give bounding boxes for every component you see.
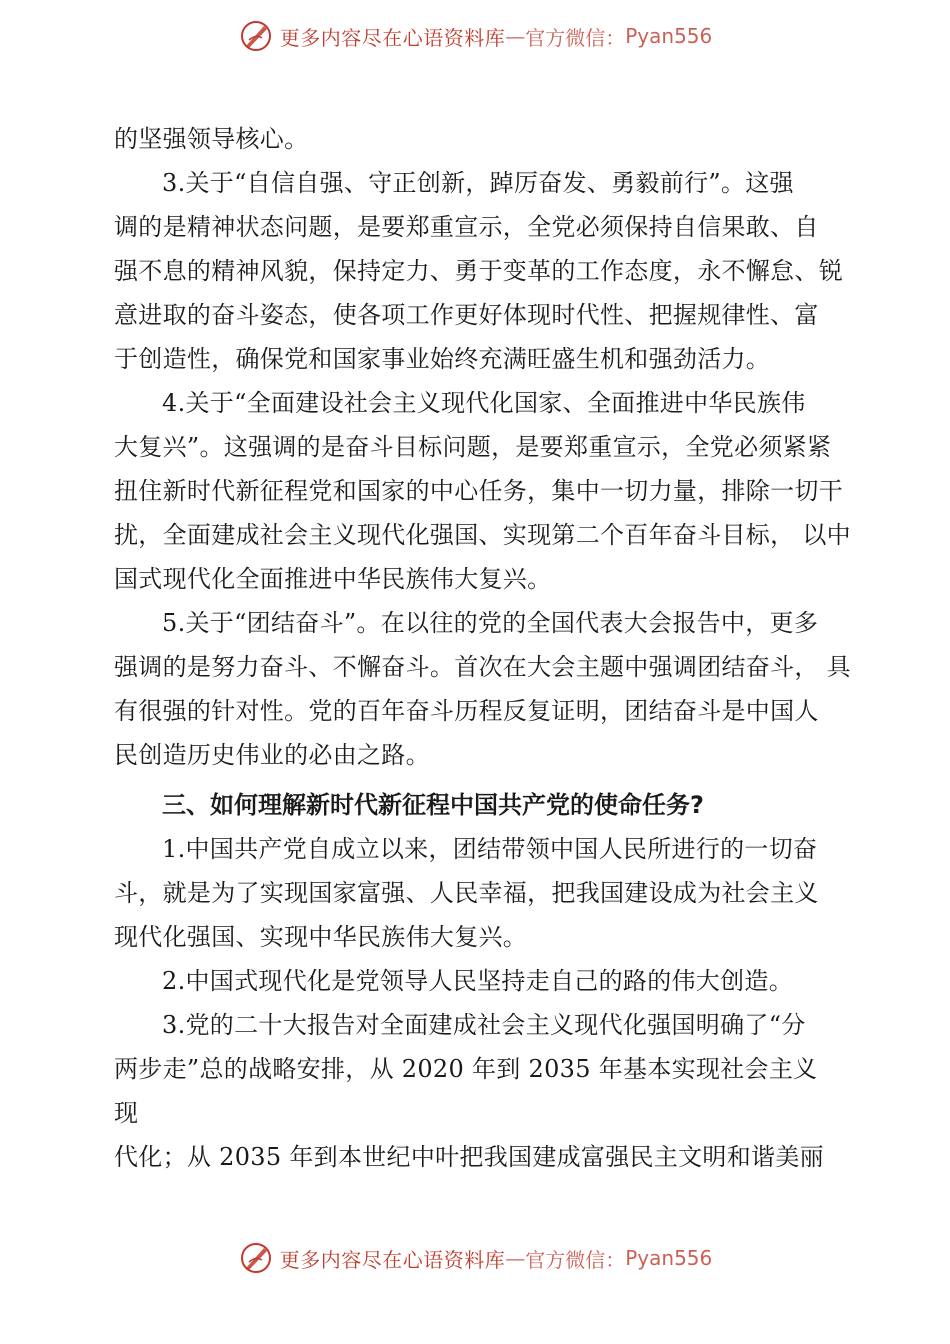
text-line: 代化；从 2035 年到本世纪中叶把我国建成富强民主文明和谐美丽 bbox=[114, 1143, 824, 1171]
text-line: 意进取的奋斗姿态，使各项工作更好体现时代性、把握规律性、富 bbox=[114, 301, 819, 329]
watermark-text: 更多内容尽在心语资料库 bbox=[279, 25, 506, 50]
text-line: 于创造性，确保党和国家事业始终充满旺盛生机和强劲活力。 bbox=[114, 345, 771, 373]
watermark-separator: — bbox=[505, 24, 526, 48]
text-line: 现 bbox=[114, 1099, 139, 1127]
document-body bbox=[114, 117, 859, 1179]
watermark-id: Pyan556 bbox=[625, 24, 713, 48]
paragraph-4-start: 4.关于“全面建设社会主义现代化国家、全面推进中华民族伟 bbox=[162, 389, 806, 417]
text-line: 有很强的针对性。党的百年奋斗历程反复证明，团结奋斗是中国人 bbox=[114, 697, 819, 725]
text-line: 斗，就是为了实现国家富强、人民幸福，把我国建设成为社会主义 bbox=[114, 879, 819, 907]
paragraph-5-start: 5.关于“团结奋斗”。在以往的党的全国代表大会报告中，更多 bbox=[162, 609, 819, 637]
text-line: 两步走”总的战略安排，从 2020 年到 2035 年基本实现社会主义 bbox=[114, 1055, 818, 1083]
watermark-label: 官方微信： bbox=[525, 25, 626, 50]
pen-circle-logo-icon bbox=[238, 1240, 274, 1276]
pen-circle-logo-icon bbox=[238, 18, 274, 54]
text-line: 的坚强领导核心。 bbox=[114, 125, 309, 153]
paragraph-3-start: 3.关于“自信自强、守正创新，踔厉奋发、勇毅前行”。这强 bbox=[162, 169, 794, 197]
text-line: 扰，全面建成社会主义现代化强国、实现第二个百年奋斗目标， 以中 bbox=[114, 521, 851, 549]
text-line: 强不息的精神风貌，保持定力、勇于变革的工作态度，永不懈怠、锐 bbox=[114, 257, 843, 285]
text-line: 国式现代化全面推进中华民族伟大复兴。 bbox=[114, 565, 552, 593]
watermark-label: 官方微信： bbox=[525, 1247, 626, 1272]
text-line: 民创造历史伟业的必由之路。 bbox=[114, 741, 430, 769]
section-heading: 三、如何理解新时代新征程中国共产党的使命任务? bbox=[162, 791, 704, 819]
watermark-separator: — bbox=[505, 1246, 526, 1270]
text-line: 扭住新时代新征程党和国家的中心任务，集中一切力量，排除一切干 bbox=[114, 477, 843, 505]
section-paragraph-1-start: 1.中国共产党自成立以来，团结带领中国人民所进行的一切奋 bbox=[162, 835, 818, 863]
header-watermark bbox=[0, 14, 950, 58]
text-line: 现代化强国、实现中华民族伟大复兴。 bbox=[114, 923, 528, 951]
section-paragraph-2: 2.中国式现代化是党领导人民坚持走自己的路的伟大创造。 bbox=[162, 967, 793, 995]
section-paragraph-3-start: 3.党的二十大报告对全面建成社会主义现代化强国明确了“分 bbox=[162, 1011, 806, 1039]
footer-watermark bbox=[0, 1236, 950, 1280]
watermark-text: 更多内容尽在心语资料库 bbox=[279, 1247, 506, 1272]
text-line: 调的是精神状态问题，是要郑重宣示，全党必须保持自信果敢、自 bbox=[114, 213, 819, 241]
watermark-id: Pyan556 bbox=[625, 1246, 713, 1270]
text-line: 强调的是努力奋斗、不懈奋斗。首次在大会主题中强调团结奋斗， 具 bbox=[114, 653, 851, 681]
text-line: 大复兴”。这强调的是奋斗目标问题，是要郑重宣示，全党必须紧紧 bbox=[114, 433, 832, 461]
